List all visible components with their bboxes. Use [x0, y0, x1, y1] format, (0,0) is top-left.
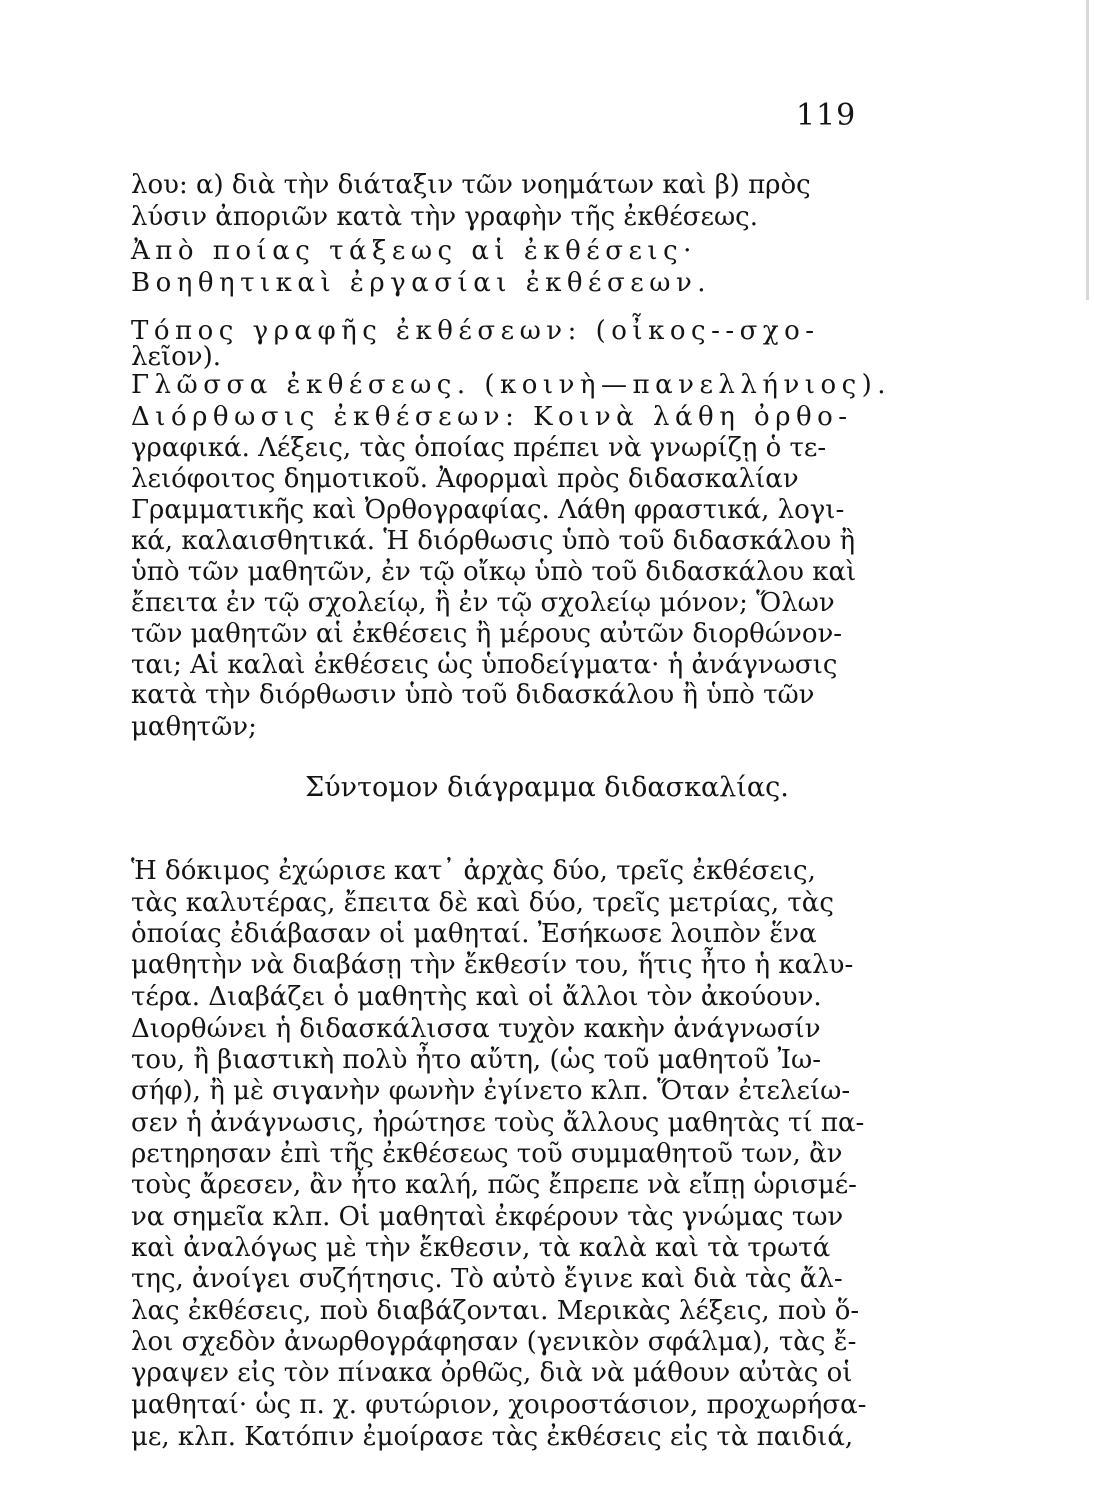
text-line: ἔπειτα ἐν τῷ σχολείῳ, ἢ ἐν τῷ σχολείῳ μόνον; Ὅλων — [131, 588, 835, 618]
text-line: τὰς καλυτέρας, ἔπειτα δὲ καὶ δύο, τρεῖς μετρίας, τὰς — [131, 888, 834, 918]
text-line: Γραμματικῆς καὶ Ὀρθογραφίας. Λάθη φραστικά, λογι- — [131, 495, 845, 525]
text-line: λεῖον). — [131, 342, 222, 372]
text-line: Ἀπὸ ποίας τάξεως αἱ ἐκθέσεις· — [131, 236, 697, 266]
text-line: ται; Αἱ καλαὶ ἐκθέσεις ὡς ὑποδείγματα· ἡ ἀνάγνωσις — [131, 650, 838, 680]
text-line: μαθητὴν νὰ διαβάσῃ τὴν ἔκθεσίν του, ἥτις ἦτο ἡ καλυ- — [131, 950, 854, 980]
text-line: Γλῶσσα ἐκθέσεως. (κοινὴ—πανελλήνιος). — [131, 370, 892, 400]
text-line: ὑπὸ τῶν μαθητῶν, ἐν τῷ οἴκῳ ὑπὸ τοῦ διδασκάλου καὶ — [131, 557, 857, 587]
text-line: ὁποίας ἐδιάβασαν οἱ μαθηταί. Ἐσήκωσε λοιπὸν ἕνα — [131, 919, 817, 949]
text-line: κατὰ τὴν διόρθωσιν ὑπὸ τοῦ διδασκάλου ἢ ὑπὸ τῶν — [131, 680, 815, 710]
text-line: σήφ), ἢ μὲ σιγανὴν φωνὴν ἐγίνετο κλπ. Ὅταν ἐτελείω- — [131, 1076, 851, 1106]
text-line: τῶν μαθητῶν αἱ ἐκθέσεις ἢ μέρους αὐτῶν διορθώνον- — [131, 619, 843, 649]
text-line: λου: α) διὰ τὴν διάταξιν τῶν νοημάτων καὶ β) πρὸς — [131, 170, 811, 200]
text-line: της, ἀνοίγει συζήτησις. Τὸ αὐτὸ ἔγινε καὶ διὰ τὰς ἄλ- — [131, 1264, 843, 1294]
text-line: κά, καλαισθητικά. Ἡ διόρθωσις ὑπὸ τοῦ διδασκάλου ἢ — [131, 526, 856, 556]
text-line: του, ἢ βιαστικὴ πολὺ ἦτο αὔτη, (ὡς τοῦ μαθητοῦ Ἰω- — [131, 1045, 822, 1075]
text-line: να σημεῖα κλπ. Οἱ μαθηταὶ ἐκφέρουν τὰς γνώμας των — [131, 1202, 844, 1232]
text-line: τέρα. Διαβάζει ὁ μαθητὴς καὶ οἱ ἄλλοι τὸν ἀκούουν. — [131, 982, 822, 1012]
text-line: γραψεν εἰς τὸν πίνακα ὀρθῶς, διὰ νὰ μάθουν αὐτὰς οἱ — [131, 1358, 853, 1388]
text-line: ρετηρησαν ἐπὶ τῆς ἐκθέσεως τοῦ συμμαθητοῦ των, ἂν — [131, 1139, 843, 1169]
text-line: Βοηθητικαὶ ἐργασίαι ἐκθέσεων. — [131, 268, 712, 298]
text-line: μαθηταί· ὡς π. χ. φυτώριον, χοιροστάσιον, προχωρήσα- — [131, 1390, 867, 1420]
text-line: Τόπος γραφῆς ἐκθέσεων: (οἶκος--σχο- — [131, 316, 820, 346]
text-line: Ἡ δόκιμος ἐχώρισε κατ᾽ ἀρχὰς δύο, τρεῖς ἐκθέσεις, — [131, 856, 816, 886]
page-edge-mark — [1086, 0, 1089, 300]
section-heading: Σύντομον διάγραμμα διδασκαλίας. — [305, 772, 789, 803]
text-line: λας ἐκθέσεις, ποὺ διαβάζονται. Μερικὰς λέξεις, ποὺ ὅ- — [131, 1296, 860, 1326]
text-line: Διόρθωσις ἐκθέσεων: Κοινὰ λάθη ὀρθο- — [131, 402, 853, 432]
text-line: με, κλπ. Κατόπιν ἐμοίρασε τὰς ἐκθέσεις εἰς τὰ παιδιά, — [131, 1422, 854, 1452]
text-line: λειόφοιτος δημοτικοῦ. Ἀφορμαὶ πρὸς διδασκαλίαν — [131, 464, 799, 494]
text-line: μαθητῶν; — [131, 712, 257, 742]
text-line: λύσιν ἀποριῶν κατὰ τὴν γραφὴν τῆς ἐκθέσεως. — [131, 202, 758, 232]
text-line: Διορθώνει ἡ διδασκάλισσα τυχὸν κακὴν ἀνάγνωσίν — [131, 1014, 821, 1044]
text-line: καὶ ἀναλόγως μὲ τὴν ἔκθεσιν, τὰ καλὰ καὶ τὰ τρωτά — [131, 1233, 831, 1263]
page-number: 119 — [796, 98, 857, 133]
text-line: σεν ἡ ἀνάγνωσις, ἠρώτησε τοὺς ἄλλους μαθητὰς τί πα- — [131, 1108, 865, 1138]
text-line: τοὺς ἄρεσεν, ἂν ἦτο καλή, πῶς ἔπρεπε νὰ εἴπῃ ὡρισμέ- — [131, 1170, 857, 1200]
text-line: λοι σχεδὸν ἀνωρθογράφησαν (γενικὸν σφάλμα), τὰς ἔ- — [131, 1327, 857, 1357]
text-line: γραφικά. Λέξεις, τὰς ὁποίας πρέπει νὰ γνωρίζῃ ὁ τε- — [131, 433, 827, 463]
